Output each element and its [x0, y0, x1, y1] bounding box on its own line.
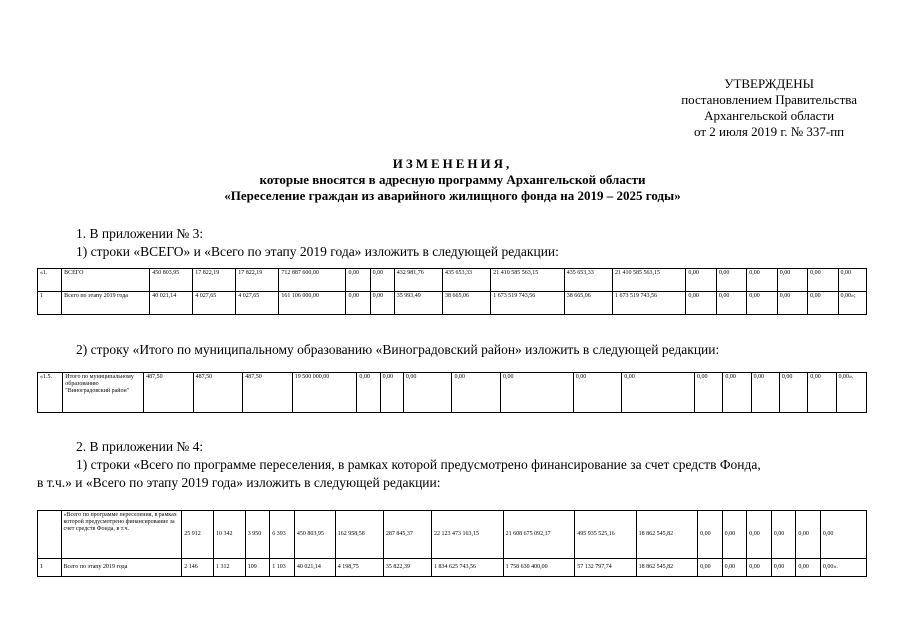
- table-cell: 0,00: [808, 373, 836, 413]
- table-cell: 17 822,19: [193, 269, 236, 292]
- table-cell: 6 393: [270, 511, 295, 559]
- section-item: 1) строки «ВСЕГО» и «Всего по этапу 2019 года» изложить в следующей редакции:: [76, 244, 559, 259]
- table-cell: 487,50: [243, 373, 293, 413]
- table-cell: 4 027,65: [193, 292, 236, 315]
- table-cell: 0,00: [796, 559, 821, 577]
- table-cell: 10 342: [214, 511, 246, 559]
- table-cell: 0,00: [838, 269, 866, 292]
- table-cell: 0,00: [370, 269, 394, 292]
- table-cell: 1 758 630 400,00: [503, 559, 575, 577]
- table-cell: 1: [38, 292, 62, 315]
- table-cell: 0,00: [346, 269, 370, 292]
- table-cell: 0,00: [771, 511, 796, 559]
- table-appendix3-totals: [37, 268, 867, 315]
- table-cell: 0,00».: [820, 559, 866, 577]
- table-cell: 0,00: [779, 373, 807, 413]
- table-cell: 450 803,95: [150, 269, 193, 292]
- section-heading: 1. В приложении № 3:: [76, 226, 204, 241]
- table-appendix4-totals: [37, 510, 867, 577]
- table-cell: 450 803,95: [294, 511, 335, 559]
- table-cell: «1.5.: [38, 373, 63, 413]
- table-cell: 4 027,65: [236, 292, 279, 315]
- table-cell: 0,00: [357, 373, 380, 413]
- table-cell: 287 845,37: [383, 511, 431, 559]
- table-cell: 2 146: [182, 559, 214, 577]
- table-cell: 0,00: [573, 373, 622, 413]
- title-line: «Переселение граждан из аварийного жилищного фонда на 2019 – 2025 годы»: [224, 188, 681, 203]
- table-cell: 109: [245, 559, 270, 577]
- table-cell: 0,00: [771, 559, 796, 577]
- title-heading: ИЗМЕНЕНИЯ,: [392, 156, 513, 171]
- table-cell: 1 834 625 743,56: [431, 559, 503, 577]
- table-cell: 22 123 473 163,15: [431, 511, 503, 559]
- table-cell: 0,00: [403, 373, 452, 413]
- table-cell: 161 106 000,00: [279, 292, 346, 315]
- table-cell: 0,00: [777, 292, 807, 315]
- approval-line: от 2 июля 2019 г. № 337-пп: [694, 124, 845, 139]
- table-cell: [38, 511, 62, 559]
- table-cell: 0,00: [722, 511, 747, 559]
- table-cell: 0,00: [452, 373, 501, 413]
- table-cell: 0,00: [698, 511, 723, 559]
- table-cell: Всего по этапу 2019 года: [61, 559, 182, 577]
- table-cell: 0,00: [747, 559, 772, 577]
- table-cell: 0,00: [820, 511, 866, 559]
- table-cell: 495 935 525,16: [575, 511, 636, 559]
- table-row: [38, 292, 867, 315]
- table-cell: 0,00: [370, 292, 394, 315]
- approval-line: постановлением Правительства: [681, 92, 857, 107]
- table-cell: 0,00: [380, 373, 403, 413]
- section-item: 2) строку «Итого по муниципальному образованию «Виноградовский район» изложить в следующей редакции:: [76, 342, 720, 357]
- table-cell: Всего по этапу 2019 года: [62, 292, 150, 315]
- table-cell: 18 862 545,82: [636, 511, 697, 559]
- table-cell: 0,00: [796, 511, 821, 559]
- approval-line: УТВЕРЖДЕНЫ: [724, 76, 814, 91]
- table-cell: 3 950: [245, 511, 270, 559]
- table-cell: 432 981,76: [394, 269, 442, 292]
- table-cell: 21 410 585 563,15: [491, 269, 564, 292]
- table-cell: 38 665,06: [564, 292, 612, 315]
- table-cell: 0,00: [716, 292, 746, 315]
- table-cell: 487,50: [193, 373, 243, 413]
- table-cell: 0,00: [622, 373, 695, 413]
- table-cell: 0,00: [500, 373, 573, 413]
- title-line: которые вносятся в адресную программу Архангельской области: [259, 172, 646, 187]
- table-cell: 1 673 519 743,56: [491, 292, 564, 315]
- table-cell: 1 673 519 743,56: [612, 292, 685, 315]
- table-cell: 21 410 585 563,15: [612, 269, 685, 292]
- table-cell: 21 608 675 092,17: [503, 511, 575, 559]
- table-appendix3-vinogradovsky: [37, 372, 867, 413]
- table-cell: 0,00: [747, 292, 777, 315]
- table-cell: 38 665,06: [442, 292, 490, 315]
- table-cell: «1.: [38, 269, 62, 292]
- table-cell: 0,00: [747, 511, 772, 559]
- table-row: [38, 559, 867, 577]
- table-cell: 0,00: [808, 292, 838, 315]
- table-cell: 1 312: [214, 559, 246, 577]
- table-cell: 0,00: [808, 269, 838, 292]
- table-cell: 40 021,14: [294, 559, 335, 577]
- table-cell: 162 958,58: [335, 511, 383, 559]
- table-cell: Итого по муниципальному образованию "Виноградовский район": [63, 373, 144, 413]
- table-cell: 0,00».: [836, 373, 866, 413]
- table-cell: 18 862 545,82: [636, 559, 697, 577]
- table-cell: 35 993,49: [394, 292, 442, 315]
- table-cell: 17 822,19: [236, 269, 279, 292]
- table-cell: 57 132 797,74: [575, 559, 636, 577]
- table-cell: 0,00»;: [838, 292, 866, 315]
- table-cell: 0,00: [686, 292, 716, 315]
- section-heading: 2. В приложении № 4:: [76, 439, 204, 454]
- section-item: 1) строки «Всего по программе переселения, в рамках которой предусмотрено финансирование за счет средств Фонда,: [76, 457, 761, 472]
- table-cell: 0,00: [695, 373, 723, 413]
- table-cell: 0,00: [698, 559, 723, 577]
- table-cell: 435 653,33: [442, 269, 490, 292]
- table-cell: 0,00: [751, 373, 779, 413]
- table-cell: 1: [38, 559, 62, 577]
- table-row: [38, 511, 867, 559]
- table-cell: 0,00: [723, 373, 751, 413]
- table-cell: 19 500 000,00: [292, 373, 357, 413]
- table-cell: 0,00: [747, 269, 777, 292]
- table-cell: 25 912: [182, 511, 214, 559]
- table-cell: 0,00: [346, 292, 370, 315]
- document-title: [0, 156, 905, 204]
- table-cell: 1 103: [270, 559, 295, 577]
- table-cell: 487,50: [144, 373, 194, 413]
- table-cell: 712 887 600,00: [279, 269, 346, 292]
- table-cell: 0,00: [777, 269, 807, 292]
- approval-line: Архангельской области: [704, 108, 835, 123]
- table-cell: 40 021,14: [150, 292, 193, 315]
- table-cell: 0,00: [716, 269, 746, 292]
- table-cell: 35 822,39: [383, 559, 431, 577]
- section-item: в т.ч.» и «Всего по этапу 2019 года» изложить в следующей редакции:: [37, 475, 441, 490]
- table-cell: 0,00: [686, 269, 716, 292]
- table-cell: ВСЕГО: [62, 269, 150, 292]
- table-cell: 0,00: [722, 559, 747, 577]
- table-row: [38, 269, 867, 292]
- table-cell: 435 653,33: [564, 269, 612, 292]
- table-cell: «Всего по программе переселения, в рамках которой предусмотрено финансирование за счет средств Фонда, в т.ч.: [61, 511, 182, 559]
- approval-stamp: [681, 76, 857, 140]
- table-cell: 4 198,75: [335, 559, 383, 577]
- table-row: [38, 373, 867, 413]
